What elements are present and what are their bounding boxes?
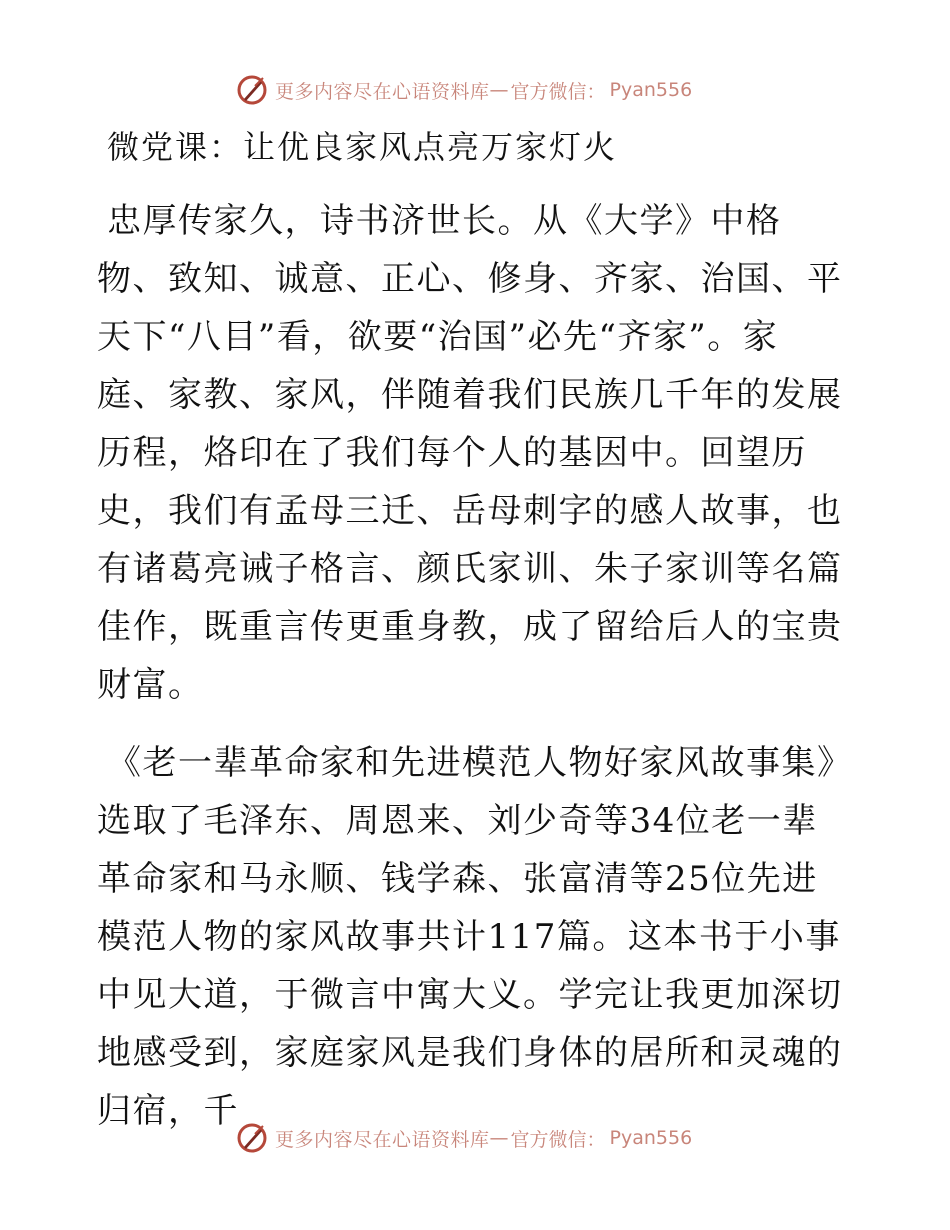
document-title: 微党课：让优良家风点亮万家灯火 — [107, 128, 618, 166]
document-body — [97, 124, 849, 1160]
quill-pen-circle-icon — [235, 73, 269, 107]
watermark-wechat-id: Pyan556 — [609, 79, 693, 101]
watermark-separator: — — [489, 1127, 509, 1149]
watermark-text: 更多内容尽在心语资料库 — [275, 80, 490, 103]
header-watermark — [235, 72, 715, 108]
paragraph: 忠厚传家久，诗书济世长。从《大学》中格物、致知、诚意、正心、修身、齐家、治国、平天下“八目”看，欲要“治国”必先“齐家”。家庭、家教、家风，伴随着我们民族几千年的发展历程，烙印在了我们每个人的基因中。回望历史，我们有孟母三迁、岳母刺字的感人故事，也有诸葛亮诫子格言、颜氏家训、朱子家训等名篇佳作，既重言传更重身教，成了留给后人的宝贵财富。 — [97, 201, 843, 705]
watermark-label: 官方微信： — [510, 80, 606, 103]
quill-pen-circle-icon — [235, 1121, 269, 1155]
watermark-label: 官方微信： — [510, 1128, 606, 1151]
watermark-wechat-id: Pyan556 — [609, 1127, 693, 1149]
watermark-separator: — — [489, 79, 509, 101]
paragraph: 《老一辈革命家和先进模范人物好家风故事集》选取了毛泽东、周恩来、刘少奇等34位老一辈革命家和马永顺、钱学森、张富清等25位先进模范人物的家风故事共计117篇。这本书于小事中见大道，于微言中寓大义。学完让我更加深切地感受到，家庭家风是我们身体的居所和灵魂的归宿，千 — [97, 743, 843, 1131]
footer-watermark — [235, 1120, 715, 1156]
watermark-text: 更多内容尽在心语资料库 — [275, 1128, 490, 1151]
